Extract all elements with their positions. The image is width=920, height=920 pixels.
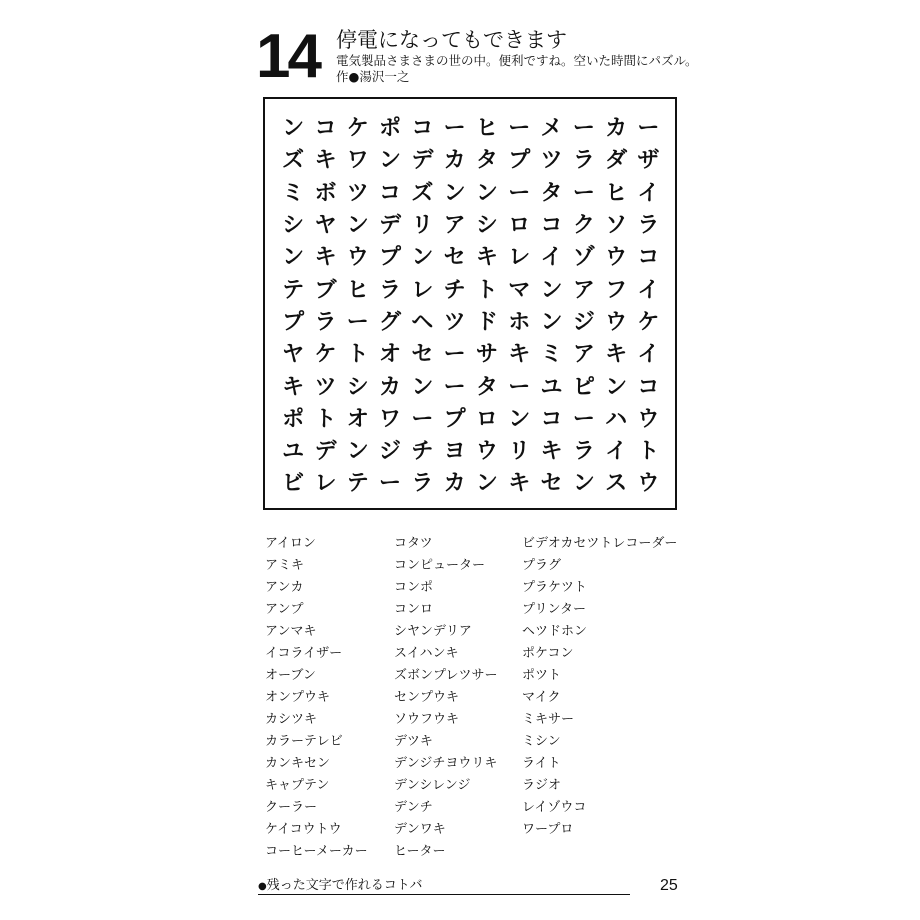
grid-cell: シ (282, 213, 305, 239)
grid-cell: ユ (540, 374, 563, 400)
grid-cell: ー (508, 374, 531, 400)
word-list-item: ズボンプレツサー (394, 668, 498, 683)
grid-cell: ケ (637, 309, 660, 335)
grid-cell: ブ (314, 277, 337, 303)
grid-cell: ア (572, 277, 595, 303)
grid-cell: ラ (314, 309, 337, 335)
grid-cell: デ (411, 148, 434, 174)
grid-cell: キ (282, 374, 305, 400)
grid-cell: コ (314, 116, 337, 142)
grid-cell: デ (314, 439, 337, 465)
grid-cell: デ (379, 213, 402, 239)
word-list-item: コンポ (394, 580, 434, 595)
grid-cell: ツ (540, 148, 563, 174)
grid-cell: イ (637, 342, 660, 368)
grid-cell: ヒ (475, 116, 498, 142)
grid-cell: ミ (282, 180, 305, 206)
word-list-item: ラジオ (522, 778, 562, 793)
word-list-item: デツキ (394, 734, 433, 749)
grid-cell: キ (605, 342, 628, 368)
grid-cell: ラ (572, 148, 595, 174)
grid-cell: キ (508, 471, 531, 497)
word-list-item: デンジチヨウリキ (394, 756, 498, 771)
grid-cell: ン (346, 213, 369, 239)
word-list-item: マイク (522, 690, 561, 705)
word-list-item: ミシン (522, 734, 561, 749)
grid-cell: ン (540, 309, 563, 335)
grid-cell: ヒ (605, 180, 628, 206)
grid-cell: ダ (605, 148, 628, 174)
grid-cell: タ (475, 148, 498, 174)
grid-cell: ン (475, 471, 498, 497)
grid-cell: ン (411, 245, 434, 271)
grid-cell: プ (508, 148, 531, 174)
grid-cell: ジ (572, 309, 595, 335)
word-search-grid (277, 113, 665, 501)
grid-cell: ズ (411, 180, 434, 206)
grid-cell: ン (411, 374, 434, 400)
grid-cell: ー (411, 406, 434, 432)
grid-cell: ラ (411, 471, 434, 497)
word-list-item: ビデオカセツトレコーダー (522, 536, 678, 551)
grid-cell: ズ (282, 148, 305, 174)
puzzle-title: 停電になってもできます (336, 28, 567, 52)
grid-cell: フ (605, 277, 628, 303)
word-list-item: レイゾウコ (522, 800, 587, 815)
grid-cell: ス (605, 471, 628, 497)
grid-cell: ゾ (572, 245, 595, 271)
grid-cell: グ (379, 309, 402, 335)
grid-cell: ヘ (411, 309, 434, 335)
grid-cell: ミ (540, 342, 563, 368)
grid-cell: ポ (379, 116, 402, 142)
grid-cell: シ (475, 213, 498, 239)
grid-cell: ツ (314, 374, 337, 400)
grid-cell: キ (314, 148, 337, 174)
grid-cell: カ (443, 471, 466, 497)
word-list-item: カシツキ (265, 712, 318, 727)
grid-cell: ー (379, 471, 402, 497)
word-list-item: スイハンキ (394, 646, 459, 661)
grid-cell: ウ (346, 245, 369, 271)
word-list-item: アンカ (265, 580, 304, 595)
grid-cell: ソ (605, 213, 628, 239)
grid-cell: ン (475, 180, 498, 206)
grid-cell: ツ (443, 309, 466, 335)
grid-cell: ン (508, 406, 531, 432)
grid-cell: プ (443, 406, 466, 432)
grid-cell: ウ (605, 309, 628, 335)
grid-cell: ー (443, 116, 466, 142)
grid-cell: ン (443, 180, 466, 206)
word-list-item: デンシレンジ (394, 778, 471, 793)
grid-cell: ト (346, 342, 369, 368)
grid-cell: ー (443, 342, 466, 368)
grid-cell: ホ (508, 309, 531, 335)
grid-cell: レ (411, 277, 434, 303)
word-list-item: オーブン (265, 668, 316, 683)
word-list-item: プラケツト (522, 580, 587, 595)
grid-cell: ロ (475, 406, 498, 432)
grid-cell: ヨ (443, 439, 466, 465)
grid-cell: ー (443, 374, 466, 400)
word-list-item: クーラー (265, 800, 318, 815)
grid-cell: ラ (379, 277, 402, 303)
grid-cell: コ (540, 406, 563, 432)
grid-cell: ハ (605, 406, 628, 432)
grid-cell: ワ (379, 406, 402, 432)
word-list-item: アミキ (265, 558, 305, 573)
grid-cell: ワ (346, 148, 369, 174)
grid-cell: コ (379, 180, 402, 206)
word-list-item: イコライザー (265, 646, 343, 661)
grid-cell: チ (443, 277, 466, 303)
word-list-item: ヘツドホン (522, 624, 588, 639)
word-list-item: ヒーター (394, 844, 446, 859)
grid-cell: リ (411, 213, 434, 239)
page-number: 25 (660, 877, 678, 894)
grid-cell: メ (540, 116, 563, 142)
word-list-item: カンキセン (265, 756, 331, 771)
word-list-item: キャプテン (265, 778, 330, 793)
grid-cell: ケ (314, 342, 337, 368)
grid-cell: イ (637, 180, 660, 206)
grid-cell: ピ (572, 374, 595, 400)
word-list-item: コンロ (394, 602, 434, 617)
puzzle-author: 作●湯沢一之 (336, 69, 410, 84)
word-list-item: コンピューター (394, 558, 486, 573)
grid-cell: セ (411, 342, 434, 368)
grid-cell: ン (379, 148, 402, 174)
grid-cell: ユ (282, 439, 305, 465)
word-list-column-2 (394, 533, 497, 863)
grid-cell: ー (572, 180, 595, 206)
grid-cell: オ (379, 342, 402, 368)
grid-cell: キ (508, 342, 531, 368)
answer-prompt-text: 残った文字で作れるコトバ (266, 878, 423, 893)
grid-cell: セ (443, 245, 466, 271)
grid-cell: タ (540, 180, 563, 206)
word-list-item: カラーテレビ (265, 734, 343, 749)
grid-cell: ー (572, 406, 595, 432)
grid-cell: レ (314, 471, 337, 497)
grid-cell: ケ (346, 116, 369, 142)
grid-cell: ウ (475, 439, 498, 465)
grid-cell: ロ (508, 213, 531, 239)
grid-cell: ー (572, 116, 595, 142)
word-list-item: ワープロ (522, 822, 574, 837)
word-list-item: デンチ (394, 800, 433, 815)
grid-cell: ヤ (282, 342, 305, 368)
grid-cell: ク (572, 213, 595, 239)
grid-cell: ト (314, 406, 337, 432)
grid-cell: ツ (346, 180, 369, 206)
grid-cell: ボ (314, 180, 337, 206)
grid-cell: ド (475, 309, 498, 335)
word-list-item: ポケコン (522, 646, 574, 661)
grid-cell: タ (475, 374, 498, 400)
word-list-item: プラグ (522, 558, 562, 573)
word-list-item: アンプ (265, 602, 304, 617)
grid-cell: コ (411, 116, 434, 142)
word-list-column-1 (265, 533, 368, 863)
word-list-item: シヤンデリア (394, 624, 472, 639)
grid-cell: ン (282, 245, 305, 271)
word-list-item: アイロン (265, 536, 316, 551)
grid-cell: コ (637, 374, 660, 400)
grid-cell: プ (282, 309, 305, 335)
word-search-frame (263, 97, 677, 510)
grid-cell: ー (346, 309, 369, 335)
grid-cell: カ (443, 148, 466, 174)
grid-cell: ト (637, 439, 660, 465)
word-list-item: オンプウキ (265, 690, 331, 705)
grid-cell: ン (346, 439, 369, 465)
grid-cell: ア (572, 342, 595, 368)
word-list-item: ソウフウキ (394, 712, 460, 727)
grid-cell: レ (508, 245, 531, 271)
grid-cell: セ (540, 471, 563, 497)
grid-cell: ー (508, 180, 531, 206)
grid-cell: コ (540, 213, 563, 239)
grid-cell: リ (508, 439, 531, 465)
grid-cell: キ (540, 439, 563, 465)
grid-cell: ン (540, 277, 563, 303)
grid-cell: ウ (637, 471, 660, 497)
grid-cell: ジ (379, 439, 402, 465)
grid-cell: ン (572, 471, 595, 497)
grid-cell: ア (443, 213, 466, 239)
grid-cell: ビ (282, 471, 305, 497)
grid-cell: サ (475, 342, 498, 368)
grid-cell: ト (475, 277, 498, 303)
word-list-item: アンマキ (265, 624, 317, 639)
word-list-item: ライト (522, 756, 561, 771)
grid-cell: コ (637, 245, 660, 271)
grid-cell: ヒ (346, 277, 369, 303)
word-list-item: デンワキ (394, 822, 446, 837)
grid-cell: ウ (605, 245, 628, 271)
grid-cell: ポ (282, 406, 305, 432)
grid-cell: シ (346, 374, 369, 400)
grid-cell: イ (637, 277, 660, 303)
answer-line (258, 894, 630, 895)
grid-cell: キ (475, 245, 498, 271)
grid-cell: ウ (637, 406, 660, 432)
grid-cell: ザ (637, 148, 660, 174)
word-list-item: ポツト (522, 668, 562, 683)
grid-cell: ラ (572, 439, 595, 465)
puzzle-subtitle: 電気製品さまさまの世の中。便利ですね。空いた時間にパズル。 (336, 53, 698, 68)
grid-cell: イ (540, 245, 563, 271)
word-list-column-3 (522, 533, 677, 841)
word-list-item: ミキサー (522, 712, 575, 727)
grid-cell: ー (637, 116, 660, 142)
puzzle-number: 14 (256, 22, 319, 91)
grid-cell: テ (282, 277, 305, 303)
word-list-item: プリンター (522, 602, 586, 617)
grid-cell: ン (282, 116, 305, 142)
word-list-item: ケイコウトウ (265, 822, 342, 837)
grid-cell: オ (346, 406, 369, 432)
grid-cell: テ (346, 471, 369, 497)
grid-cell: キ (314, 245, 337, 271)
word-list-item: コタツ (394, 536, 433, 551)
grid-cell: マ (508, 277, 531, 303)
grid-cell: ー (508, 116, 531, 142)
grid-cell: ヤ (314, 213, 337, 239)
grid-cell: カ (379, 374, 402, 400)
grid-cell: プ (379, 245, 402, 271)
grid-cell: イ (605, 439, 628, 465)
bullet-icon: ● (258, 881, 267, 892)
grid-cell: ラ (637, 213, 660, 239)
grid-cell: カ (605, 116, 628, 142)
grid-cell: チ (411, 439, 434, 465)
word-list-item: コーヒーメーカー (265, 844, 368, 859)
grid-cell: ン (605, 374, 628, 400)
word-list-item: センプウキ (394, 690, 460, 705)
